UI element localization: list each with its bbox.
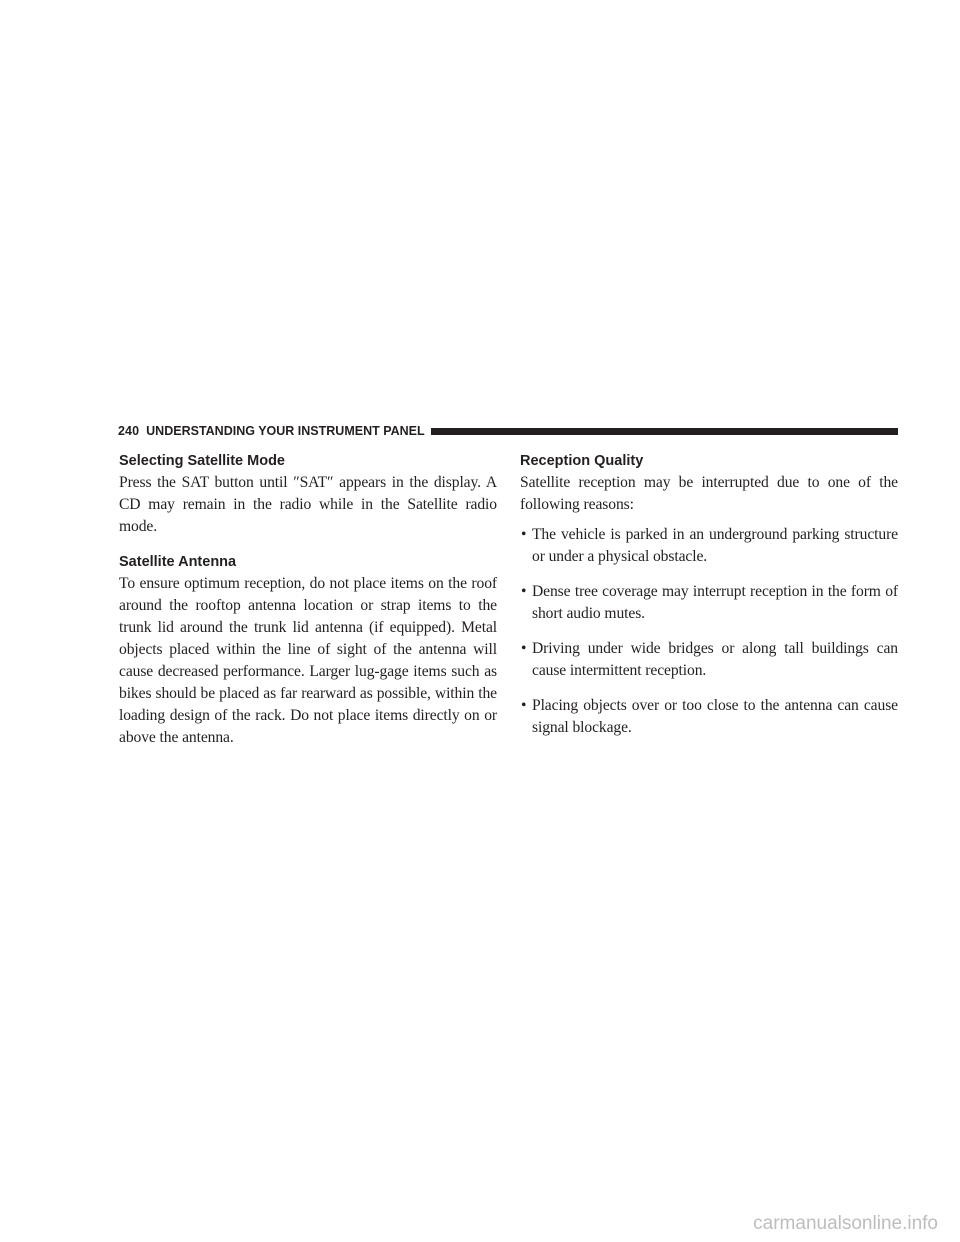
heading-satellite-antenna: Satellite Antenna <box>119 554 237 570</box>
header-rule <box>431 428 898 435</box>
bullet-icon: • <box>521 526 527 543</box>
heading-reception-quality: Reception Quality <box>520 453 644 469</box>
bullet-icon: • <box>521 640 527 657</box>
watermark-text: carmanualsonline.info <box>753 1213 938 1234</box>
paragraph-selecting-satellite-mode: Press the SAT button until ″SAT″ appears in the display. A CD may remain in the radio while in the Satellite radio mode. <box>119 474 497 535</box>
reasons-list <box>520 524 898 739</box>
list-item-text: Dense tree coverage may interrupt reception in the form of short audio mutes. <box>532 583 898 622</box>
paragraph-reception-intro: Satellite reception may be interrupted due to one of the following reasons: <box>520 474 898 513</box>
left-column <box>119 452 497 749</box>
heading-selecting-satellite-mode: Selecting Satellite Mode <box>119 453 285 469</box>
section-title: UNDERSTANDING YOUR INSTRUMENT PANEL <box>146 424 425 438</box>
bullet-icon: • <box>521 697 527 714</box>
list-item-text: The vehicle is parked in an underground parking structure or under a physical obstacle. <box>532 526 898 565</box>
page-number: 240 <box>118 424 140 438</box>
paragraph-satellite-antenna: To ensure optimum reception, do not place items on the roof around the rooftop antenna location or strap items to the trunk lid around the trunk lid antenna (if equipped). Metal objects placed within the line of sight of the antenna will cause decreased performance. Larger lug-gage items such as bikes should be placed as far rearward as possible, within the loading design of the rack. Do not place items directly on or above the antenna. <box>119 575 497 746</box>
bullet-icon: • <box>521 583 527 600</box>
list-item <box>520 638 898 682</box>
list-item-text: Placing objects over or too close to the antenna can cause signal blockage. <box>532 697 898 736</box>
list-item <box>520 524 898 568</box>
list-item-text: Driving under wide bridges or along tall buildings can cause intermittent reception. <box>532 640 898 679</box>
running-header <box>118 423 898 439</box>
list-item <box>520 581 898 625</box>
right-column <box>520 452 898 752</box>
list-item <box>520 695 898 739</box>
